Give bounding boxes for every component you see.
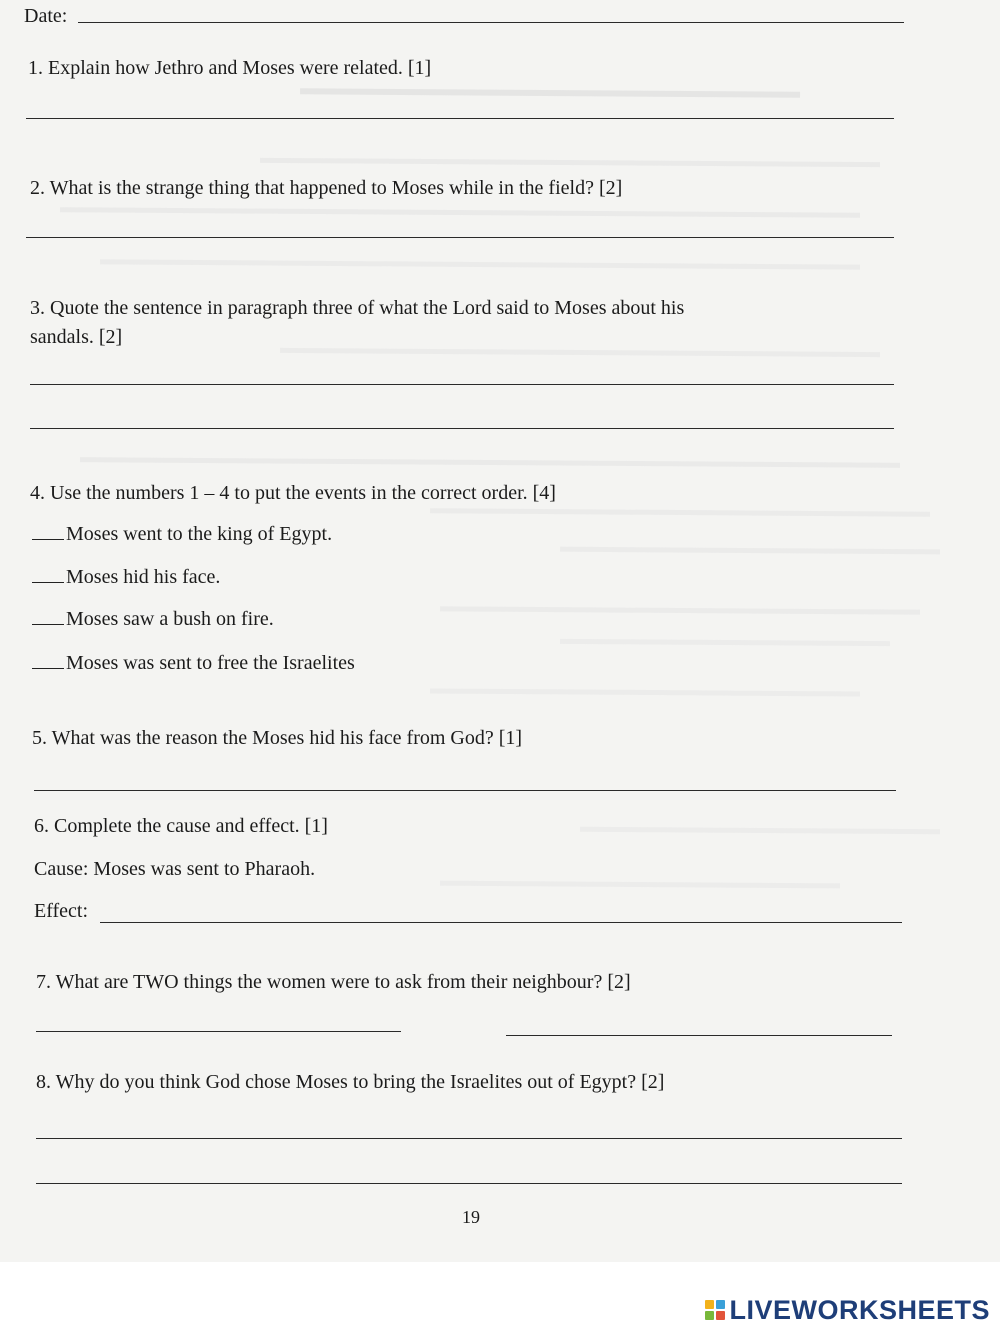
question-4: 4. Use the numbers 1 – 4 to put the events in the correct order. [4]: [30, 482, 556, 504]
question-5: 5. What was the reason the Moses hid his face from God? [1]: [32, 727, 523, 749]
page-number: 19: [462, 1207, 480, 1227]
event-item-1: [32, 522, 332, 546]
answer-line-q3-b[interactable]: [30, 428, 894, 429]
answer-line-q1[interactable]: [26, 118, 894, 119]
answer-line-q2[interactable]: [26, 237, 894, 238]
question-3-line-2: sandals. [2]: [30, 326, 123, 348]
question-8: 8. Why do you think God chose Moses to bring the Israelites out of Egypt? [2]: [36, 1071, 665, 1093]
question-3-line-1: 3. Quote the sentence in paragraph three of what the Lord said to Moses about his: [30, 297, 685, 319]
event-text-3: Moses saw a bush on fire.: [66, 608, 274, 630]
liveworksheets-logo[interactable]: [705, 1295, 990, 1325]
order-blank-3[interactable]: [32, 608, 64, 625]
answer-line-q8-b[interactable]: [36, 1183, 902, 1184]
cause-text: Cause: Moses was sent to Pharaoh.: [34, 858, 316, 880]
event-text-2: Moses hid his face.: [66, 566, 221, 588]
footer-bar: [0, 1262, 1000, 1332]
order-blank-4[interactable]: [32, 652, 64, 669]
date-answer-line[interactable]: [78, 22, 904, 23]
question-6: 6. Complete the cause and effect. [1]: [34, 815, 328, 837]
answer-line-q6-effect[interactable]: [100, 922, 902, 923]
event-item-2: [32, 565, 220, 589]
answer-line-q5[interactable]: [34, 790, 896, 791]
answer-line-q8-a[interactable]: [36, 1138, 902, 1139]
event-item-3: [32, 607, 274, 631]
question-2: 2. What is the strange thing that happened to Moses while in the field? [2]: [30, 177, 623, 199]
order-blank-2[interactable]: [32, 566, 64, 583]
logo-text: LIVEWORKSHEETS: [729, 1294, 990, 1325]
logo-blocks-icon: [705, 1300, 725, 1320]
question-1: 1. Explain how Jethro and Moses were related. [1]: [28, 57, 432, 79]
event-item-4: [32, 651, 355, 675]
effect-label: Effect:: [34, 900, 89, 922]
question-7: 7. What are TWO things the women were to ask from their neighbour? [2]: [36, 971, 631, 993]
event-text-1: Moses went to the king of Egypt.: [66, 523, 333, 545]
answer-line-q7-b[interactable]: [506, 1035, 892, 1036]
answer-line-q7-a[interactable]: [36, 1031, 401, 1032]
order-blank-1[interactable]: [32, 523, 64, 540]
event-text-4: Moses was sent to free the Israelites: [66, 652, 355, 674]
answer-line-q3-a[interactable]: [30, 384, 894, 385]
date-label: Date:: [24, 5, 68, 27]
